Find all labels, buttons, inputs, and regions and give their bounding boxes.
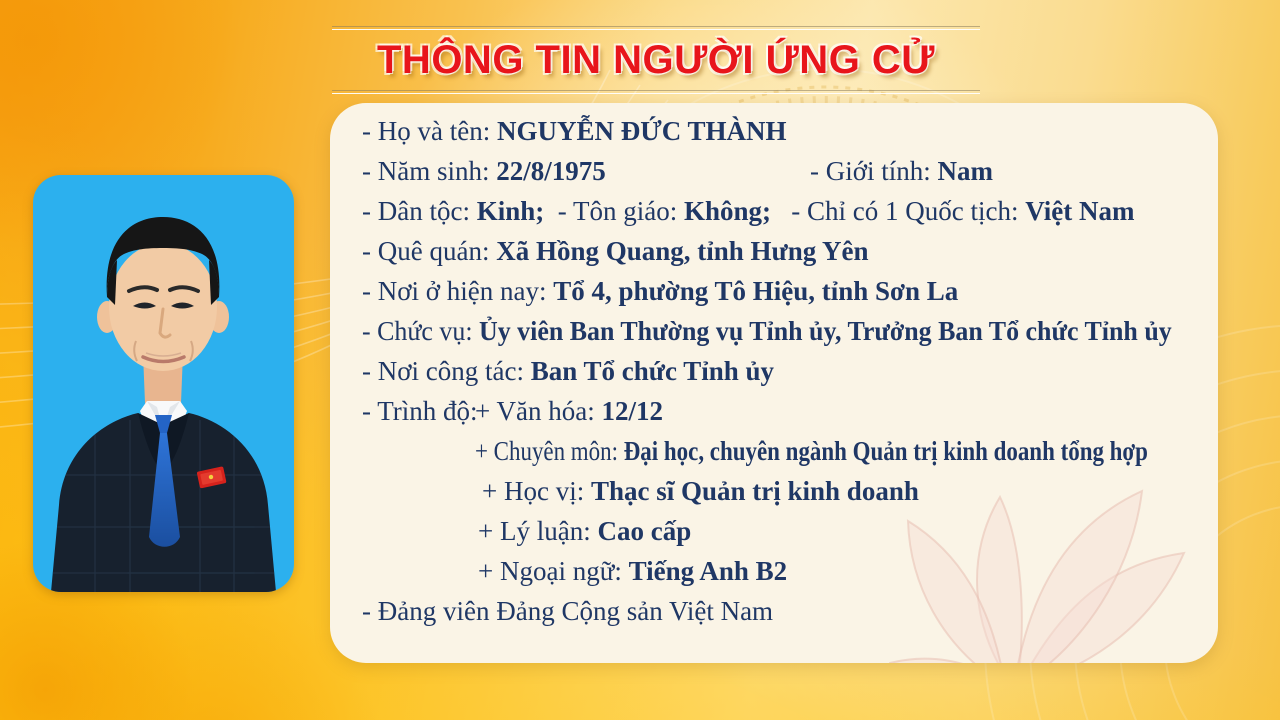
info-value: Cao cấp xyxy=(597,516,692,546)
info-value: Xã Hồng Quang, tỉnh Hưng Yên xyxy=(496,236,869,266)
info-rows xyxy=(362,111,1198,631)
info-group xyxy=(362,111,786,151)
info-label: - Tôn giáo: xyxy=(544,196,684,226)
info-row xyxy=(362,431,1198,471)
info-label: - Năm sinh: xyxy=(362,156,497,186)
info-group xyxy=(475,391,663,431)
info-group xyxy=(362,271,958,311)
info-row xyxy=(362,351,1198,391)
info-group xyxy=(478,511,691,551)
title-block xyxy=(332,26,980,94)
info-value: Việt Nam xyxy=(1025,196,1135,226)
info-row xyxy=(362,271,1198,311)
info-group xyxy=(362,591,773,631)
info-value: Kinh; xyxy=(476,196,545,226)
info-group xyxy=(362,351,774,391)
info-label: - Nơi công tác: xyxy=(362,356,531,386)
info-row xyxy=(362,151,1198,191)
candidate-photo xyxy=(33,175,294,592)
info-group xyxy=(482,471,919,511)
info-group xyxy=(362,391,484,431)
info-row xyxy=(362,391,1198,431)
info-group xyxy=(810,151,993,191)
info-group xyxy=(362,151,606,191)
info-label: - Nơi ở hiện nay: xyxy=(362,276,554,306)
info-value: 12/12 xyxy=(601,396,663,426)
info-row xyxy=(362,231,1198,271)
info-value: 22/8/1975 xyxy=(496,156,606,186)
info-label: - Quê quán: xyxy=(362,236,497,266)
info-row xyxy=(362,111,1198,151)
info-group xyxy=(362,311,1172,351)
info-group xyxy=(475,431,1148,471)
info-label: + Ngoại ngữ: xyxy=(478,556,629,586)
title-divider-bottom xyxy=(332,90,980,94)
info-panel xyxy=(330,103,1218,663)
info-label: - Trình độ: xyxy=(362,396,485,426)
info-label: + Văn hóa: xyxy=(475,396,602,426)
info-group xyxy=(362,231,869,271)
info-row xyxy=(362,591,1198,631)
info-row xyxy=(362,551,1198,591)
info-label: - Họ và tên: xyxy=(362,116,497,146)
info-label: - Dân tộc: xyxy=(362,196,477,226)
info-row xyxy=(362,471,1198,511)
info-value: Tiếng Anh B2 xyxy=(628,556,788,586)
info-label: - Đảng viên Đảng Cộng sản Việt Nam xyxy=(362,596,774,626)
info-row xyxy=(362,191,1198,231)
info-value: Nam xyxy=(937,156,994,186)
portrait-illustration xyxy=(33,175,294,592)
info-value: Đại học, chuyên ngành Quản trị kinh doanh tổng hợp xyxy=(623,436,1148,466)
info-value: Tổ 4, phường Tô Hiệu, tỉnh Sơn La xyxy=(553,276,959,306)
info-value: Không; xyxy=(683,196,772,226)
page-title: THÔNG TIN NGƯỜI ỨNG CỬ xyxy=(377,38,935,82)
title-divider-top xyxy=(332,26,980,30)
info-label: - Chức vụ: xyxy=(362,316,479,346)
info-value: Ủy viên Ban Thường vụ Tỉnh ủy, Trưởng Ban Tổ chức Tỉnh ủy xyxy=(479,316,1172,346)
info-value: NGUYỄN ĐỨC THÀNH xyxy=(496,116,787,146)
info-label: - Chỉ có 1 Quốc tịch: xyxy=(771,196,1026,226)
info-row xyxy=(362,511,1198,551)
info-value: Ban Tổ chức Tỉnh ủy xyxy=(530,356,775,386)
info-value: Thạc sĩ Quản trị kinh doanh xyxy=(590,476,919,506)
info-group xyxy=(362,191,1134,231)
info-label: + Lý luận: xyxy=(478,516,598,546)
info-label: + Chuyên môn: xyxy=(475,436,624,466)
info-label: - Giới tính: xyxy=(810,156,938,186)
info-row xyxy=(362,311,1198,351)
info-group xyxy=(478,551,787,591)
info-label: + Học vị: xyxy=(482,476,591,506)
